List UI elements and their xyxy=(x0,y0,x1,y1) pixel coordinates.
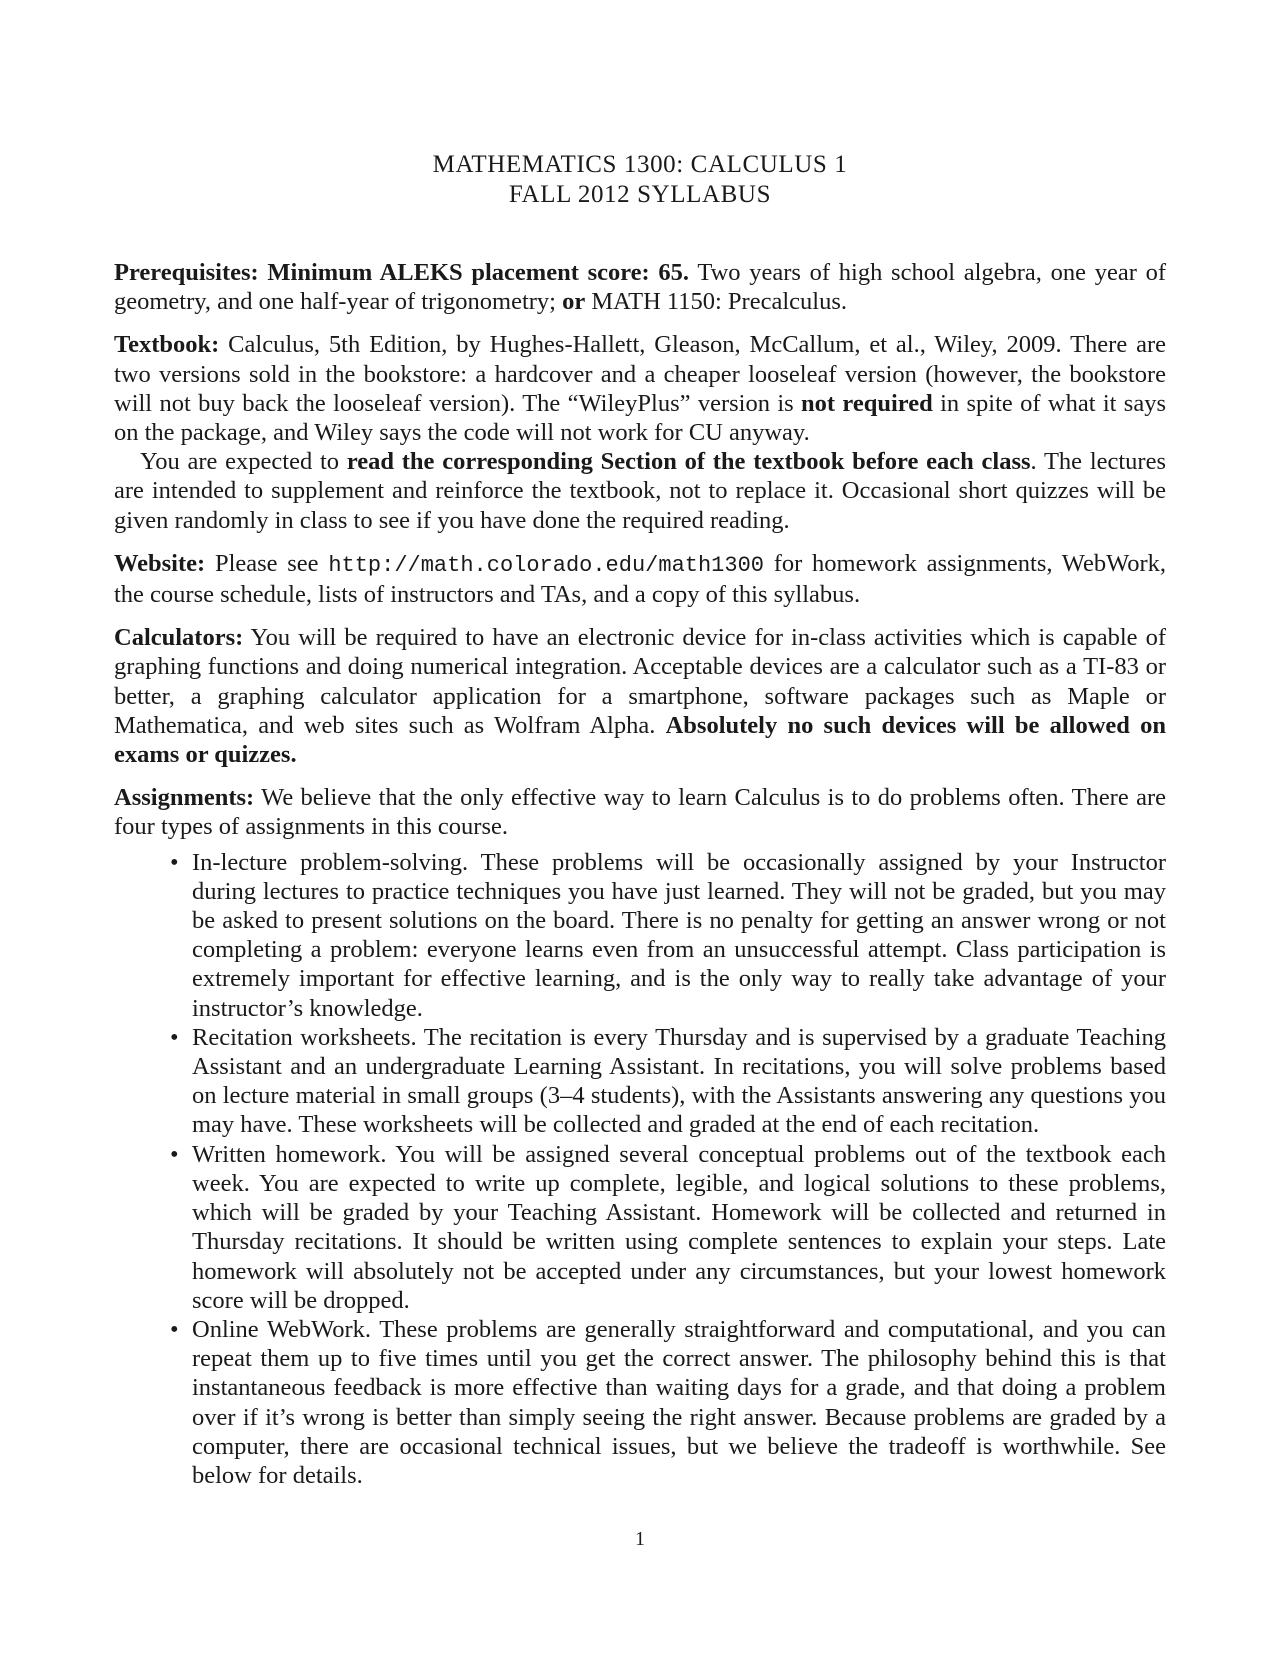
prerequisites-precalc: MATH 1150: Precalculus. xyxy=(591,288,847,316)
list-item xyxy=(170,1023,1166,1140)
list-item-text: Online WebWork. These problems are generally straightforward and computational, and you can repeat them up to five times until you get the correct answer. The philosophy behind this is that instantaneous feedback is more effective than waiting days for a grade, and that doing a problem over if it’s wrong is better than simply seeing the right answer. Because problems are graded by a computer, there are occasional technical issues, but we believe the tradeoff is worthwhile. See below for details. xyxy=(192,1315,1166,1489)
prerequisites-or: or xyxy=(562,288,586,316)
website-text-cont: for homework assignments, WebWork, the course schedule, lists of instructors and TAs, and a copy of this syllabus. xyxy=(114,549,1167,609)
reading-text-cont: . The lectures are intended to supplement and reinforce the textbook, not to replace it. Occasional short quizzes will be given randomly in class to see if you have done the required reading. xyxy=(114,448,1166,534)
syllabus-page xyxy=(114,150,1166,1490)
list-item xyxy=(170,1315,1166,1490)
bullet-icon: • xyxy=(170,848,179,876)
bullet-icon: • xyxy=(170,1315,179,1343)
prerequisites-text: Two years of high school algebra, one year of geometry, and one half-year of trigonometry; xyxy=(114,259,1167,316)
website-url-link[interactable]: http://math.colorado.edu/math1300 xyxy=(328,552,764,578)
textbook-not-required: not required xyxy=(801,389,933,417)
calculators-warning: Absolutely no such devices will be allowed on exams or quizzes. xyxy=(114,711,1166,769)
bullet-icon: • xyxy=(170,1140,179,1168)
reading-bold: read the corresponding Section of the textbook before each class xyxy=(346,448,1031,476)
bullet-icon: • xyxy=(170,1023,179,1051)
reading-text: You are expected to xyxy=(140,448,340,476)
website-section xyxy=(114,549,1166,609)
list-item-text: Recitation worksheets. The recitation is every Thursday and is supervised by a graduate Teaching Assistant and an undergraduate Learning Assistant. In recitations, you will solve problems based on lecture material in small groups (3–4 students), with the Assistants answering any questions you may have. These worksheets will be collected and graded at the end of each recitation. xyxy=(192,1023,1166,1139)
textbook-text-cont: in spite of what it says on the package, and Wiley says the code will not work for CU anyway. xyxy=(114,389,1167,447)
reading-expectation xyxy=(114,447,1166,535)
textbook-text: Calculus, 5th Edition, by Hughes-Hallett, Gleason, McCallum, et al., Wiley, 2009. There are two versions sold in the bookstore: a hardcover and a cheaper looseleaf version (however, the bookstore will not buy back the looseleaf version). The “WileyPlus” version is xyxy=(114,331,1166,417)
list-item-text: In-lecture problem-solving. These problems will be occasionally assigned by your Instructor during lectures to practice techniques you have just learned. They will not be graded, but you may be asked to present solutions on the board. There is no penalty for getting an answer wrong or not completing a problem: everyone learns even from an unsuccessful attempt. Class participation is extremely important for effective learning, and is the only way to really take advantage of your instructor’s knowledge. xyxy=(192,848,1166,1022)
list-item-text: Written homework. You will be assigned several conceptual problems out of the textbook each week. You are expected to write up complete, legible, and logical solutions to these problems, which will be graded by your Teaching Assistant. Homework will be collected and returned in Thursday recitations. It should be written using complete sentences to explain your steps. Late homework will absolutely not be accepted under any circumstances, but your lowest homework score will be dropped. xyxy=(192,1140,1166,1314)
title-line-1: MATHEMATICS 1300: CALCULUS 1 xyxy=(432,151,848,178)
calculators-label: Calculators: xyxy=(114,624,244,652)
assignments-section xyxy=(114,783,1166,841)
page-title xyxy=(114,150,1166,210)
prerequisites-label: Prerequisites: xyxy=(114,259,259,286)
textbook-label: Textbook: xyxy=(114,331,220,359)
assignments-list xyxy=(114,848,1166,1490)
list-item xyxy=(170,1140,1166,1315)
website-text: Please see xyxy=(214,549,319,577)
textbook-section xyxy=(114,330,1166,447)
page-number: 1 xyxy=(635,1528,645,1550)
assignments-intro: We believe that the only effective way to learn Calculus is to do problems often. There are four types of assignments in this course. xyxy=(114,784,1166,841)
assignments-label: Assignments: xyxy=(114,784,255,812)
prerequisites-section xyxy=(114,258,1166,316)
title-line-2: FALL 2012 SYLLABUS xyxy=(508,181,772,208)
website-label: Website: xyxy=(114,549,206,577)
list-item xyxy=(170,848,1166,1023)
calculators-section xyxy=(114,623,1166,769)
calculators-text: You will be required to have an electronic device for in-class activities which is capable of graphing functions and doing numerical integration. Acceptable devices are a calculator such as a TI-83 or better, a graphing calculator application for a smartphone, software packages such as Maple or Mathematica, and web sites such as Wolfram Alpha. xyxy=(114,624,1166,739)
prerequisites-aleks: Minimum ALEKS placement score: 65. xyxy=(267,259,690,286)
